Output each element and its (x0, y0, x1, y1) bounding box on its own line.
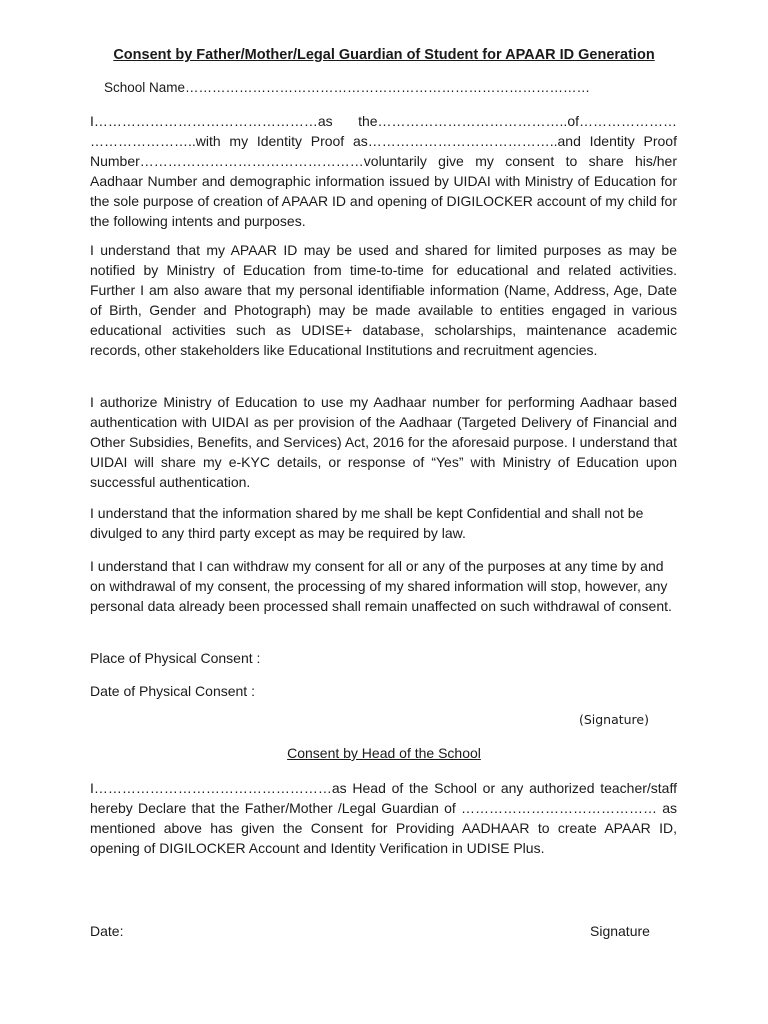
guardian-signature-label: (Signature) (578, 712, 649, 727)
head-date-label: Date: (90, 923, 124, 939)
confidentiality-paragraph: I understand that the information shared by me shall be kept Confidential and shall not be divulged to any third party except as may be required by law. (90, 505, 644, 541)
form-title: Consent by Father/Mother/Legal Guardian of Student for APAAR ID Generation (113, 47, 655, 63)
consent-declaration-paragraph: I…………………………………………as the…………………………………..of………………… …………………..with my Identity Proof as…………………………………..and Identity Proof Number…………………………………………voluntarily give my consent to share his/her Aadhaar Number and demographic information issued by UIDAI with Ministry of Education for the sole purpose of creation of APAAR ID and opening of DIGILOCKER account of my child for the following intents and purposes. (90, 113, 677, 229)
place-of-consent-label: Place of Physical Consent : (90, 650, 261, 666)
head-signature-label: Signature (590, 923, 650, 939)
head-consent-title: Consent by Head of the School (287, 745, 481, 761)
apaar-usage-paragraph: I understand that my APAAR ID may be used and shared for limited purposes as may be notified by Ministry of Education from time-to-time for educational and related activities. Further I am also aware that my personal identifiable information (Name, Address, Age, Date of Birth, Gender and Photograph) may be made available to entities engaged in various educational activities such as UDISE+ database, scholarships, maintenance academic records, other stakeholders like Educational Institutions and recruitment agencies. (90, 242, 677, 358)
head-declaration-paragraph: I……………………………………………as Head of the School or any authorized teacher/staff hereby Declare that the Father/Mother /Legal Guardian of …………………………………… as mentioned above has given the Consent for Providing AADHAAR to create APAAR ID, opening of DIGILOCKER Account and Identity Verification in UDISE Plus. (90, 780, 677, 856)
date-of-consent-label: Date of Physical Consent : (90, 683, 255, 699)
authorization-paragraph: I authorize Ministry of Education to use my Aadhaar number for performing Aadhaar based authentication with UIDAI as per provision of the Aadhaar (Targeted Delivery of Financial and Other Subsidies, Benefits, and Services) Act, 2016 for the aforesaid purpose. I understand that UIDAI will share my e-KYC details, or response of “Yes” with Ministry of Education upon successful authentication. (90, 394, 677, 490)
school-name-line: School Name……………………………………………………………………………… (104, 80, 591, 95)
withdrawal-paragraph: I understand that I can withdraw my consent for all or any of the purposes at any time by and on withdrawal of my consent, the processing of my shared information will stop, however, any personal data already been processed shall remain unaffected on such withdrawal of consent. (90, 558, 672, 614)
